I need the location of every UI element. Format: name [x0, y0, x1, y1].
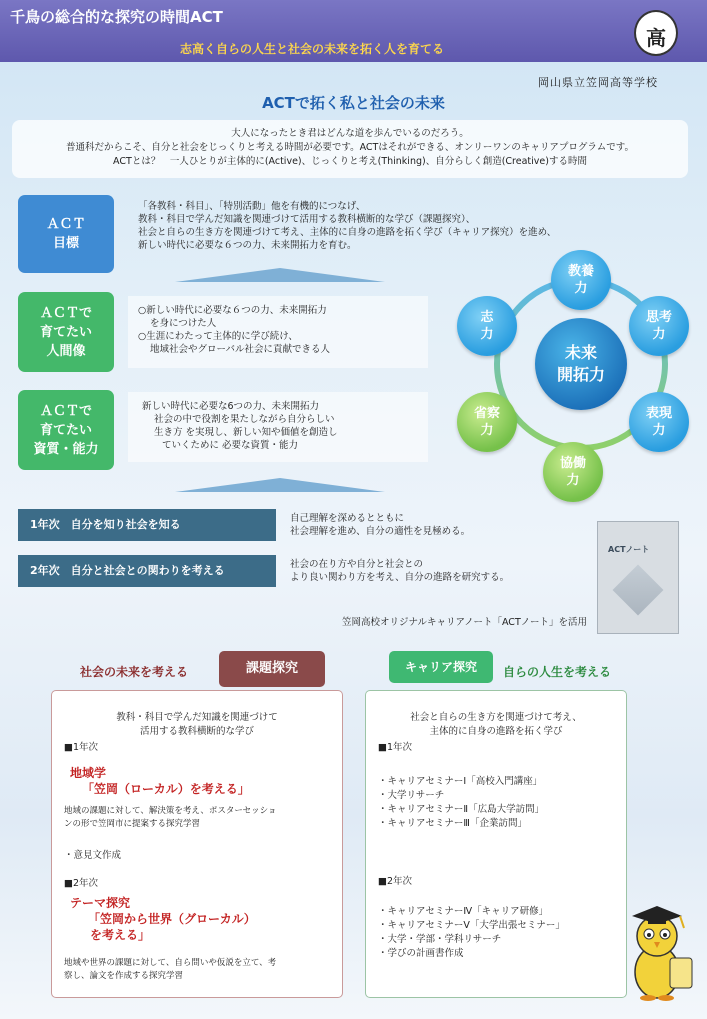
career-items2: [378, 905, 565, 961]
ability-label-box: [18, 390, 114, 470]
goal-line-4: 新しい時代に必要な６つの力、未来開拓力を育む。: [138, 240, 357, 251]
career-items1: [378, 775, 544, 831]
logo-text: 高: [646, 26, 666, 50]
divider-arrow: [175, 478, 385, 492]
career-intro: [366, 711, 626, 739]
goal-line-2: 教科・科目で学んだ知識を関連づけて活用する教科横断的な学び（課題探究）、: [138, 214, 476, 225]
ring-node-kokorozashi: [457, 296, 517, 356]
list-item: ・大学・学部・学科リサーチ: [378, 934, 502, 945]
ability-label-3: 資質・能力: [33, 441, 99, 457]
kadai-tag: 課題探究: [219, 651, 325, 687]
kadai-year1: ■1年次: [64, 742, 99, 753]
kadai-item1: ・意見文作成: [64, 850, 122, 861]
school-name: 岡山県立笠岡高等学校: [538, 76, 658, 89]
person-label-3: 人間像: [46, 343, 86, 359]
ring-node-kyoyo: [551, 250, 611, 310]
ability-label-1: ＡＣＴで: [39, 403, 92, 419]
list-item: ・キャリアセミナーⅣ「キャリア研修」: [378, 906, 549, 917]
person-line-1: ○新しい時代に必要な６つの力、未来開拓力: [138, 305, 327, 316]
kadai-desc2-line-1: 地域や世界の課題に対して、自ら問いや仮説を立て、考: [64, 958, 277, 968]
node-label-suffix: 力: [574, 281, 588, 296]
kadai-intro: [52, 711, 342, 739]
kadai-desc1-line-2: ンの形で笠岡市に提案する探究学習: [64, 819, 201, 829]
career-heading: 自らの人生を考える: [503, 665, 612, 679]
ability-line-4: ていくために 必要な資質・能力: [162, 440, 299, 451]
note-cover-graphic: [613, 565, 664, 616]
goal-label-1: ＡＣＴ: [46, 217, 86, 232]
ability-line-3: 生き方 を実現し、新しい知や価値を創造し: [154, 427, 338, 438]
person-description: [128, 296, 428, 368]
node-label-suffix: 力: [566, 473, 580, 488]
intro-line-3: ACTとは？ 一人ひとりが主体的に(Active)、じっくりと考え(Thinking)、自分らしく創造(Creative)する時間: [113, 156, 587, 167]
node-label: 思考: [645, 310, 672, 325]
person-label-1: ＡＣＴで: [39, 305, 92, 321]
ring-node-kyodo: [543, 442, 603, 502]
header-banner: [0, 0, 707, 62]
divider-arrow: [175, 268, 385, 282]
center-label-1: 未来: [564, 343, 597, 362]
kadai-desc1: [64, 805, 277, 831]
kadai-desc2: [64, 957, 276, 983]
future-ability-diagram: [463, 246, 699, 488]
person-line-2: を身につけた人: [150, 318, 217, 329]
node-label-suffix: 力: [652, 423, 666, 438]
list-item: ・キャリアセミナーⅤ「大学出張セミナー」: [378, 920, 565, 931]
node-label-suffix: 力: [480, 327, 494, 342]
main-heading: ACTで拓く私と社会の未来: [262, 94, 445, 112]
goal-line-3: 社会と自らの生き方を関連づけて考え、主体的に自身の進路を拓く学び（キャリア探究）を進め、: [138, 227, 557, 238]
act-note-cover-image: [597, 521, 679, 634]
node-label: 省察: [473, 406, 500, 421]
person-line-4: 地域社会やグローバル社会に貢献できる人: [150, 344, 331, 355]
year1-desc-line-2: 社会理解を進め、自分の適性を見極める。: [290, 526, 471, 537]
node-label: 教養: [567, 264, 594, 279]
person-line-3: ○生涯にわたって主体的に学び続け、: [138, 331, 298, 342]
kadai-topic2-sub1: 「笠岡から世界（グローカル）: [88, 912, 256, 926]
year2-desc-line-1: 社会の在り方や自分と社会との: [290, 559, 424, 570]
goal-label-box: [18, 195, 114, 273]
node-label: 志: [480, 310, 494, 325]
node-label-suffix: 力: [480, 423, 494, 438]
year2-description: [290, 558, 509, 584]
school-logo: [634, 10, 678, 56]
node-label: 協働: [559, 456, 586, 471]
kadai-topic2-sub2: を考える」: [90, 928, 151, 942]
page-title: 千鳥の総合的な探究の時間ACT: [10, 8, 223, 26]
list-item: ・学びの計画書作成: [378, 948, 464, 959]
year1-description: [290, 512, 470, 538]
career-intro-line-1: 社会と自らの生き方を関連づけて考え、: [410, 712, 582, 723]
page-subtitle: 志高く自らの人生と社会の未来を拓く人を育てる: [180, 42, 445, 56]
ability-label-2: 育てたい: [39, 422, 92, 438]
center-label-2: 開拓力: [556, 365, 605, 384]
ring-node-shiko: [629, 296, 689, 356]
year2-desc-line-2: より良い関わり方を考え、自分の進路を研究する。: [290, 572, 510, 583]
kadai-topic2: テーマ探究: [70, 896, 131, 910]
ability-description: [128, 392, 428, 462]
list-item: ・キャリアセミナーⅢ「企業訪問」: [378, 818, 527, 829]
ring-node-hyogen: [629, 392, 689, 452]
goal-label-2: 目標: [52, 236, 79, 251]
node-label-suffix: 力: [652, 327, 666, 342]
year1-bar: 1年次 自分を知り社会を知る: [18, 509, 276, 541]
kadai-heading: 社会の未来を考える: [80, 665, 189, 679]
kadai-intro-line-2: 活用する教科横断的な学び: [139, 726, 254, 737]
goal-description: [138, 200, 568, 252]
ability-line-2: 社会の中で役割を果たしながら自分らしい: [154, 414, 335, 425]
kadai-intro-line-1: 教科・科目で学んだ知識を関連づけて: [116, 712, 278, 723]
intro-line-1: 大人になったとき君はどんな道を歩んでいるのだろう。: [231, 128, 469, 139]
ability-line-1: 新しい時代に必要な6つの力、未来開拓力: [142, 401, 320, 412]
goal-line-1: 「各教科・科目」、「特別活動」他を有機的につなげ、: [138, 201, 366, 212]
intro-box: [12, 120, 688, 178]
career-tag: キャリア探究: [389, 651, 493, 683]
ring-node-shosatsu: [457, 392, 517, 452]
list-item: ・大学リサーチ: [378, 790, 445, 801]
node-label: 表現: [645, 406, 672, 421]
kadai-topic1-sub: 「笠岡（ローカル）を考える」: [82, 782, 250, 796]
person-label-2: 育てたい: [39, 324, 92, 340]
career-panel: [366, 691, 626, 997]
kadai-desc1-line-1: 地域の課題に対して、解決策を考え、ポスターセッショ: [64, 806, 277, 816]
intro-line-2: 普通科だからこそ、自分と社会をじっくりと考える時間が必要です。ACTはそれができる、オンリーワンのキャリアプログラムです。: [66, 142, 634, 153]
career-intro-line-2: 主体的に自身の進路を拓く学び: [429, 726, 563, 737]
mascot-illustration: [618, 898, 696, 1002]
ring-center-mirai: [535, 318, 627, 410]
person-label-box: [18, 292, 114, 372]
list-item: ・キャリアセミナーⅡ「広島大学訪問」: [378, 804, 545, 815]
note-cover-title: ACTノート: [608, 545, 650, 554]
note-caption: 笠岡高校オリジナルキャリアノート「ACTノート」を活用: [342, 617, 587, 628]
kadai-year2: ■2年次: [64, 878, 99, 889]
career-year2: ■2年次: [378, 876, 413, 887]
year1-desc-line-1: 自己理解を深めるとともに: [290, 513, 405, 524]
kadai-desc2-line-2: 察し、論文を作成する探究学習: [64, 971, 184, 981]
kadai-panel: [52, 691, 342, 997]
career-year1: ■1年次: [378, 742, 413, 753]
list-item: ・キャリアセミナーⅠ「高校入門講座」: [378, 776, 543, 787]
year2-bar: 2年次 自分と社会との関わりを考える: [18, 555, 276, 587]
kadai-topic1: 地域学: [70, 766, 107, 780]
